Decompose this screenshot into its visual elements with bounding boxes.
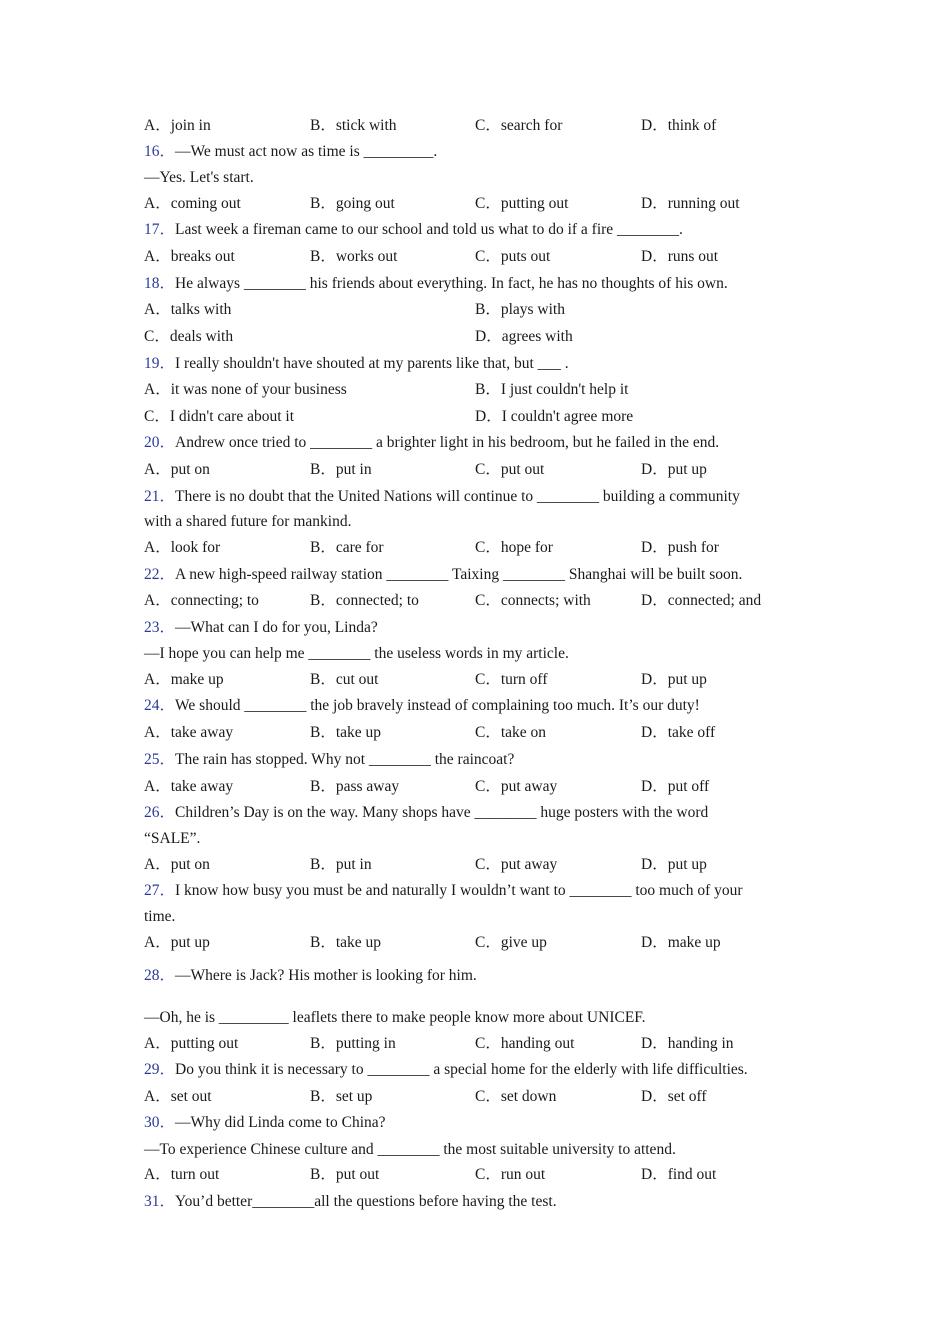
q19-number: 19． xyxy=(144,355,176,372)
q29-number: 29． xyxy=(144,1061,176,1078)
q30-reply: —To experience Chinese culture and ________ the most suitable university to attend. xyxy=(144,1141,676,1158)
q28-option-d[interactable]: D．handing in xyxy=(641,1035,734,1052)
q19-option-d[interactable]: D．I couldn't agree more xyxy=(475,408,634,425)
q17-option-d[interactable]: D．runs out xyxy=(641,248,719,265)
q20-option-d[interactable]: D．put up xyxy=(641,461,707,478)
q25-option-c[interactable]: C．put away xyxy=(475,778,558,795)
q20-number: 20． xyxy=(144,434,176,451)
q19-option-b[interactable]: B．I just couldn't help it xyxy=(475,381,629,398)
q19-option-c[interactable]: C．I didn't care about it xyxy=(144,408,295,425)
q28-option-c[interactable]: C．handing out xyxy=(475,1035,575,1052)
q28-option-b[interactable]: B．putting in xyxy=(310,1035,396,1052)
q21-option-a[interactable]: A．look for xyxy=(144,539,221,556)
q16-option-b[interactable]: B．going out xyxy=(310,195,395,212)
q16-option-a[interactable]: A．coming out xyxy=(144,195,241,212)
q18-option-a[interactable]: A．talks with xyxy=(144,301,232,318)
q25-option-d[interactable]: D．put off xyxy=(641,778,710,795)
q23-option-c[interactable]: C．turn off xyxy=(475,671,548,688)
q18-stem xyxy=(144,274,728,294)
q30-number: 30． xyxy=(144,1114,176,1131)
q17-option-c[interactable]: C．puts out xyxy=(475,248,551,265)
q17-text: Last week a fireman came to our school and told us what to do if a fire ________. xyxy=(175,221,683,238)
q26-option-c[interactable]: C．put away xyxy=(475,856,558,873)
q23-option-b[interactable]: B．cut out xyxy=(310,671,379,688)
q20-text: Andrew once tried to ________ a brighter light in his bedroom, but he failed in the end. xyxy=(175,434,720,451)
q18-option-d[interactable]: D．agrees with xyxy=(475,328,573,345)
q24-option-d[interactable]: D．take off xyxy=(641,724,716,741)
q23-number: 23． xyxy=(144,619,176,636)
q26-option-d[interactable]: D．put up xyxy=(641,856,707,873)
q26-option-b[interactable]: B．put in xyxy=(310,856,372,873)
q15-option-c[interactable]: C．search for xyxy=(475,117,563,134)
q26-text: Children’s Day is on the way. Many shops have ________ huge posters with the word xyxy=(175,804,709,821)
q20-option-c[interactable]: C．put out xyxy=(475,461,545,478)
q31-number: 31． xyxy=(144,1193,176,1210)
q30-text: —Why did Linda come to China? xyxy=(175,1114,386,1131)
q22-stem xyxy=(144,565,742,585)
q20-stem xyxy=(144,433,719,453)
q24-text: We should ________ the job bravely instead of complaining too much. It’s our duty! xyxy=(175,697,700,714)
q24-stem xyxy=(144,696,700,716)
q30-option-b[interactable]: B．put out xyxy=(310,1166,380,1183)
q24-option-a[interactable]: A．take away xyxy=(144,724,234,741)
q22-option-b[interactable]: B．connected; to xyxy=(310,592,419,609)
q16-text: —We must act now as time is _________. xyxy=(175,143,438,160)
q18-option-b[interactable]: B．plays with xyxy=(475,301,565,318)
q25-text: The rain has stopped. Why not ________ the raincoat? xyxy=(175,751,515,768)
q17-stem xyxy=(144,220,683,240)
q17-option-b[interactable]: B．works out xyxy=(310,248,398,265)
q16-option-d[interactable]: D．running out xyxy=(641,195,740,212)
q26-stem xyxy=(144,803,708,823)
q16-stem xyxy=(144,142,437,162)
q27-option-c[interactable]: C．give up xyxy=(475,934,547,951)
q15-option-d[interactable]: D．think of xyxy=(641,117,717,134)
q21-option-d[interactable]: D．push for xyxy=(641,539,719,556)
q24-number: 24． xyxy=(144,697,176,714)
q15-option-a[interactable]: A．join in xyxy=(144,117,211,134)
q31-stem xyxy=(144,1192,557,1212)
q21-option-c[interactable]: C．hope for xyxy=(475,539,553,556)
q15-option-b[interactable]: B．stick with xyxy=(310,117,397,134)
q27-option-b[interactable]: B．take up xyxy=(310,934,382,951)
q29-stem xyxy=(144,1060,748,1080)
q19-text: I really shouldn't have shouted at my parents like that, but ___ . xyxy=(175,355,569,372)
q16-number: 16． xyxy=(144,143,176,160)
q25-number: 25． xyxy=(144,751,176,768)
q25-option-a[interactable]: A．take away xyxy=(144,778,234,795)
q17-option-a[interactable]: A．breaks out xyxy=(144,248,235,265)
q21-number: 21． xyxy=(144,488,176,505)
q26-number: 26． xyxy=(144,804,176,821)
q20-option-b[interactable]: B．put in xyxy=(310,461,372,478)
q28-reply: —Oh, he is _________ leaflets there to make people know more about UNICEF. xyxy=(144,1009,646,1026)
q29-text: Do you think it is necessary to ________ a special home for the elderly with life difficulties. xyxy=(175,1061,748,1078)
q25-stem xyxy=(144,750,514,770)
q21-option-b[interactable]: B．care for xyxy=(310,539,384,556)
q27-option-a[interactable]: A．put up xyxy=(144,934,210,951)
q23-reply: —I hope you can help me ________ the useless words in my article. xyxy=(144,645,569,662)
q29-option-a[interactable]: A．set out xyxy=(144,1088,212,1105)
q21-text: There is no doubt that the United Nations will continue to ________ building a community xyxy=(175,488,740,505)
q22-text: A new high-speed railway station ________ Taixing ________ Shanghai will be built soon. xyxy=(175,566,743,583)
q21-stem-continued: with a shared future for mankind. xyxy=(144,513,352,530)
q31-text: You’d better________all the questions before having the test. xyxy=(175,1193,557,1210)
q30-option-d[interactable]: D．find out xyxy=(641,1166,717,1183)
q16-option-c[interactable]: C．putting out xyxy=(475,195,569,212)
q17-number: 17． xyxy=(144,221,176,238)
q29-option-b[interactable]: B．set up xyxy=(310,1088,373,1105)
q22-option-c[interactable]: C．connects; with xyxy=(475,592,591,609)
q30-option-a[interactable]: A．turn out xyxy=(144,1166,220,1183)
q27-number: 27． xyxy=(144,882,176,899)
q23-option-d[interactable]: D．put up xyxy=(641,671,707,688)
q24-option-c[interactable]: C．take on xyxy=(475,724,547,741)
q16-reply: —Yes. Let's start. xyxy=(144,169,254,186)
q28-number: 28． xyxy=(144,967,176,984)
q26-stem-continued: “SALE”. xyxy=(144,830,201,847)
q30-stem xyxy=(144,1113,386,1133)
q25-option-b[interactable]: B．pass away xyxy=(310,778,400,795)
q27-option-d[interactable]: D．make up xyxy=(641,934,721,951)
q26-option-a[interactable]: A．put on xyxy=(144,856,210,873)
q21-stem xyxy=(144,487,740,507)
q27-text: I know how busy you must be and naturally I wouldn’t want to ________ too much of your xyxy=(175,882,743,899)
q27-stem-continued: time. xyxy=(144,908,176,925)
q19-stem xyxy=(144,354,569,374)
q30-option-c[interactable]: C．run out xyxy=(475,1166,546,1183)
q24-option-b[interactable]: B．take up xyxy=(310,724,382,741)
q23-option-a[interactable]: A．make up xyxy=(144,671,224,688)
q22-option-d[interactable]: D．connected; and xyxy=(641,592,762,609)
q23-text: —What can I do for you, Linda? xyxy=(175,619,378,636)
q27-stem xyxy=(144,881,743,901)
q18-option-c[interactable]: C．deals with xyxy=(144,328,234,345)
q18-text: He always ________ his friends about everything. In fact, he has no thoughts of his own. xyxy=(175,275,728,292)
q18-number: 18． xyxy=(144,275,176,292)
q23-stem xyxy=(144,618,378,638)
q22-option-a[interactable]: A．connecting; to xyxy=(144,592,259,609)
q19-option-a[interactable]: A．it was none of your business xyxy=(144,381,347,398)
q20-option-a[interactable]: A．put on xyxy=(144,461,210,478)
q29-option-d[interactable]: D．set off xyxy=(641,1088,707,1105)
q28-stem xyxy=(144,966,477,986)
q28-text: —Where is Jack? His mother is looking for him. xyxy=(175,967,477,984)
q29-option-c[interactable]: C．set down xyxy=(475,1088,557,1105)
q28-option-a[interactable]: A．putting out xyxy=(144,1035,239,1052)
q22-number: 22． xyxy=(144,566,176,583)
